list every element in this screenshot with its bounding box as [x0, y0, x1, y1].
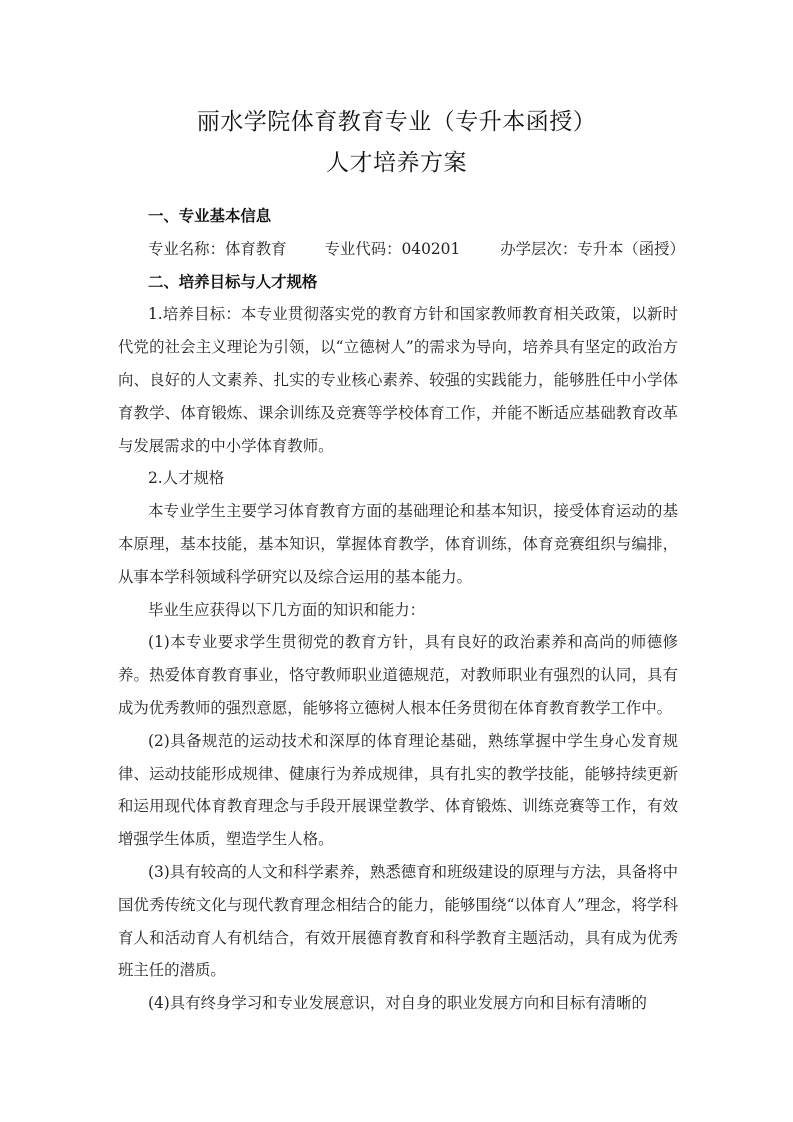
paragraph-item-3: (3)具有较高的人文和科学素养，熟悉德育和班级建设的原理与方法，具备将中国优秀传统文化与现代教育理念相结合的能力，能够围绕“以体育人”理念，将学科育人和活动育人有机结合，有效开展德育教育和科学教育主题活动，具有成为优秀班主任的潜质。 [118, 862, 678, 980]
major-code: 专业代码：040201 [324, 239, 461, 258]
document-body [118, 200, 685, 1020]
paragraph-talent-spec: 本专业学生主要学习体育教育方面的基础理论和基本知识，接受体育运动的基本原理，基本技能，基本知识，掌握体育教学，体育训练，体育竞赛组织与编排，从事本学科领域科学研究以及综合运用的基本能力。 [118, 502, 678, 586]
document-subtitle: 人才培养方案 [326, 150, 467, 176]
section-heading-goals: 二、培养目标与人才规格 [148, 272, 318, 291]
major-info-row [118, 233, 685, 266]
section-heading-basic-info: 一、专业基本信息 [148, 207, 272, 225]
paragraph-item-2: (2)具备规范的运动技术和深厚的体育理论基础，熟练掌握中学生身心发育规律、运动技能形成规律、健康行为养成规律，具有扎实的教学技能，能够持续更新和运用现代体育教育理念与手段开展课堂教学、体育锻炼、训练竞赛等工作，有效增强学生体质，塑造学生人格。 [118, 731, 678, 849]
paragraph-item-4: (4)具有终身学习和专业发展意识，对自身的职业发展方向和目标有清晰的 [148, 994, 647, 1013]
paragraph-training-goal: 1.培养目标：本专业贯彻落实党的教育方针和国家教师教育相关政策，以新时代党的社会主义理论为引领，以“立德树人”的需求为导向，培养具有坚定的政治方向、良好的人文素养、扎实的专业核心素养、较强的实践能力，能够胜任中小学体育教学、体育锻炼、课余训练及竞赛等学校体育工作，并能不断适应基础教育改革与发展需求的中小学体育教师。 [118, 305, 678, 455]
education-level: 办学层次：专升本（函授） [500, 239, 685, 258]
paragraph-talent-spec-heading: 2.人才规格 [148, 469, 225, 488]
document-title: 丽水学院体育教育专业（专升本函授） [196, 109, 597, 135]
paragraph-graduate-intro: 毕业生应获得以下几方面的知识和能力： [148, 600, 426, 619]
paragraph-item-1: (1)本专业要求学生贯彻党的教育方针，具有良好的政治素养和高尚的师德修养。热爱体育教育事业，恪守教师职业道德规范，对教师职业有强烈的认同，具有成为优秀教师的强烈意愿，能够将立德树人根本任务贯彻在体育教育教学工作中。 [118, 633, 678, 717]
major-name: 专业名称：体育教育 [148, 239, 287, 258]
